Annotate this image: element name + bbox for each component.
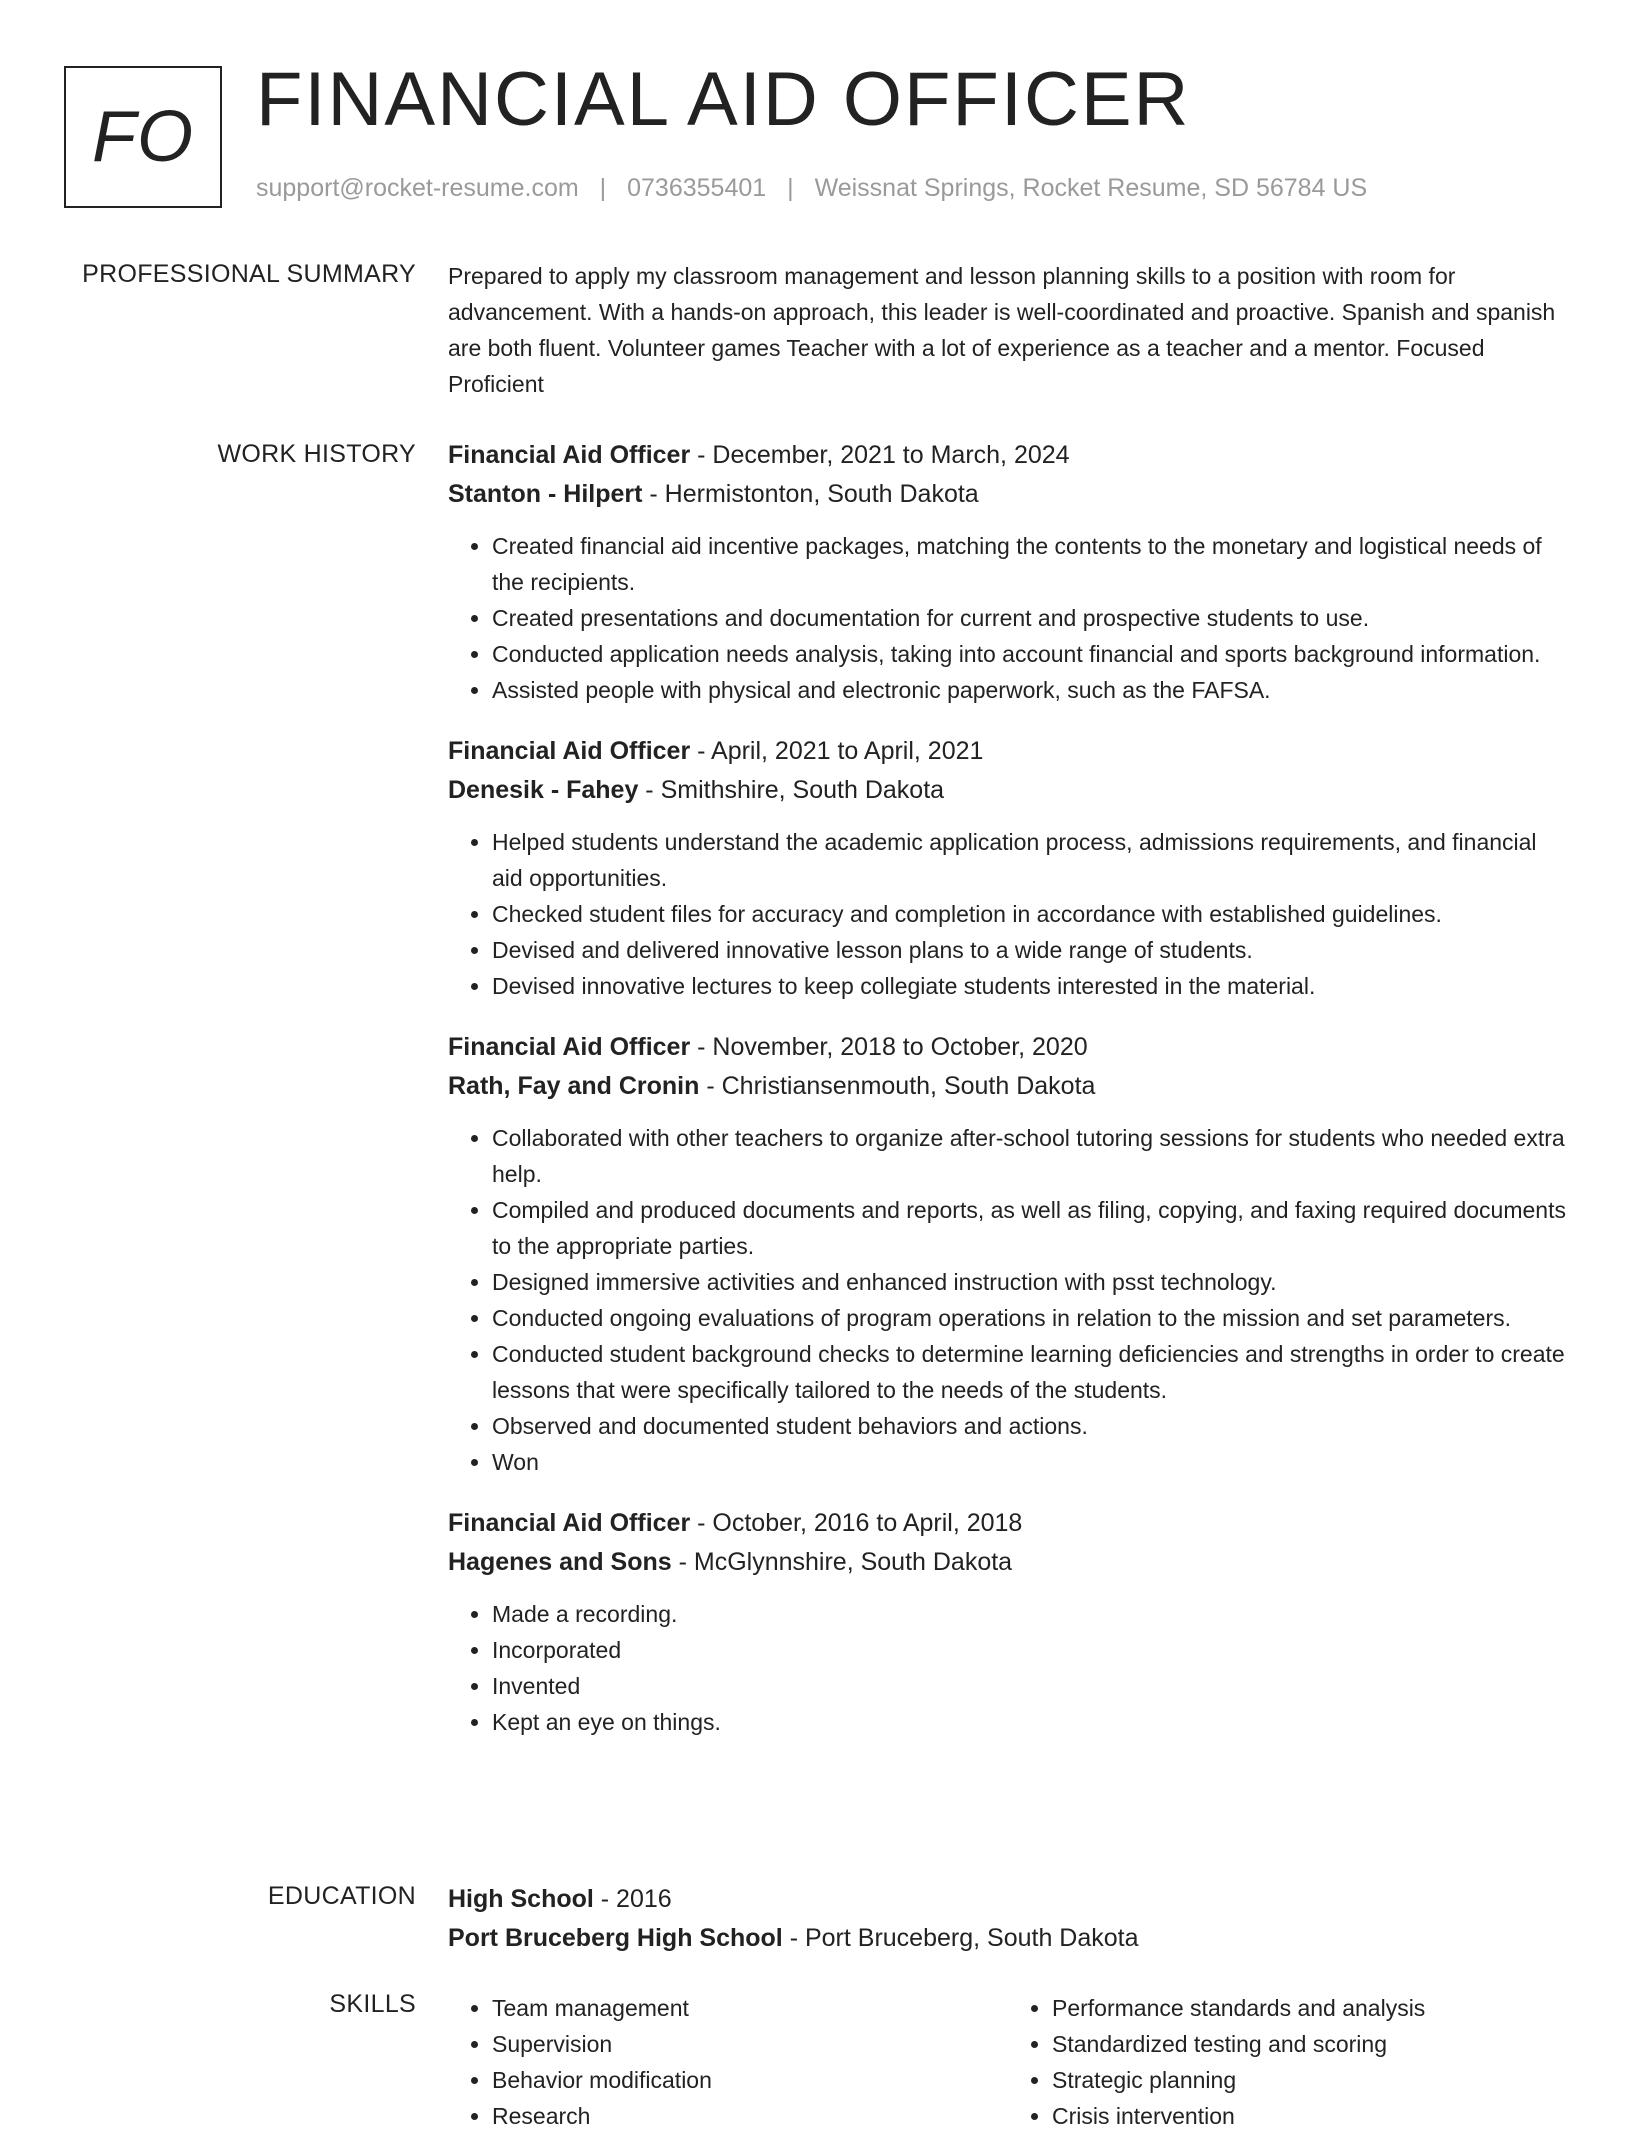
contact-email: support@rocket-resume.com: [256, 174, 579, 202]
education-school: Port Bruceberg High School: [448, 1924, 783, 1952]
job-bullet: • Devised innovative lectures to keep collegiate students interested in the material.: [492, 968, 1568, 1004]
contact-phone: 0736355401: [627, 174, 767, 202]
job-bullets: [448, 1120, 1568, 1480]
job-entry: [448, 732, 1568, 1004]
monogram-box: [64, 66, 222, 208]
job-bullet: • Invented: [492, 1668, 1568, 1704]
job-bullet: • Compiled and produced documents and reports, as well as filing, copying, and faxing required documents to the appropriate parties.: [492, 1192, 1568, 1264]
skill-item: • Supervision: [492, 2026, 1008, 2062]
contact-line: [256, 174, 1367, 203]
job-dates: - April, 2021 to April, 2021: [690, 737, 984, 765]
job-company: Denesik - Fahey: [448, 776, 639, 804]
job-title: Financial Aid Officer: [448, 1509, 691, 1537]
job-dates: - December, 2021 to March, 2024: [690, 441, 1070, 469]
education-location: - Port Bruceberg, South Dakota: [782, 1924, 1139, 1952]
job-bullet: • Created financial aid incentive packages, matching the contents to the monetary and logistical needs of the recipients.: [492, 528, 1568, 600]
job-dates: - October, 2016 to April, 2018: [690, 1509, 1023, 1537]
summary-label: PROFESSIONAL SUMMARY: [82, 260, 416, 288]
job-entry: [448, 436, 1568, 708]
job-title-line: [448, 436, 1568, 475]
skills-list-left: [448, 1990, 1008, 2134]
job-bullet: • Designed immersive activities and enhanced instruction with psst technology.: [492, 1264, 1568, 1300]
job-bullets: [448, 824, 1568, 1004]
job-company-line: [448, 771, 1568, 810]
job-bullets: [448, 528, 1568, 708]
skill-item: • Research: [492, 2098, 1008, 2134]
skills-columns: [448, 1990, 1568, 2134]
work-history-label: WORK HISTORY: [217, 440, 416, 468]
skill-item: • Crisis intervention: [1052, 2098, 1568, 2134]
resume-title: FINANCIAL AID OFFICER: [256, 57, 1191, 142]
job-bullet: • Conducted student background checks to determine learning deficiencies and strengths in order to create lessons that were specifically tailored to the needs of the students.: [492, 1336, 1568, 1408]
contact-separator: |: [787, 174, 794, 202]
job-bullet: • Incorporated: [492, 1632, 1568, 1668]
job-title-line: [448, 1028, 1568, 1067]
job-title: Financial Aid Officer: [448, 1033, 691, 1061]
job-bullet: • Created presentations and documentation for current and prospective students to use.: [492, 600, 1568, 636]
skills-list-right: [1008, 1990, 1568, 2134]
job-company: Rath, Fay and Cronin: [448, 1072, 700, 1100]
summary-body: [448, 258, 1568, 402]
skill-item: • Standardized testing and scoring: [1052, 2026, 1568, 2062]
work-history-body: [448, 436, 1568, 1764]
job-bullet: • Assisted people with physical and electronic paperwork, such as the FAFSA.: [492, 672, 1568, 708]
summary-text: Prepared to apply my classroom management and lesson planning skills to a position with room for advancement. With a hands-on approach, this leader is well-coordinated and proactive. Spanish and spanish are both fluent. Volunteer games Teacher with a lot of experience as a teacher and a mentor. Focused Proficient: [448, 263, 1556, 397]
education-degree-line: [448, 1880, 1568, 1919]
job-title-line: [448, 732, 1568, 771]
skill-item: • Team management: [492, 1990, 1008, 2026]
education-degree: High School: [448, 1885, 594, 1913]
job-entry: [448, 1504, 1568, 1740]
job-bullet: • Won: [492, 1444, 1568, 1480]
contact-separator: |: [599, 174, 607, 202]
job-location: - Hermistonton, South Dakota: [642, 480, 979, 508]
job-bullet: • Observed and documented student behaviors and actions.: [492, 1408, 1568, 1444]
job-company: Hagenes and Sons: [448, 1548, 672, 1576]
job-title-line: [448, 1504, 1568, 1543]
job-company-line: [448, 475, 1568, 514]
job-company: Stanton - Hilpert: [448, 480, 643, 508]
job-bullet: • Conducted ongoing evaluations of program operations in relation to the mission and set parameters.: [492, 1300, 1568, 1336]
job-bullet: • Conducted application needs analysis, taking into account financial and sports background information.: [492, 636, 1568, 672]
job-company-line: [448, 1067, 1568, 1106]
job-title: Financial Aid Officer: [448, 737, 691, 765]
job-company-line: [448, 1543, 1568, 1582]
job-location: - McGlynnshire, South Dakota: [671, 1548, 1013, 1576]
job-bullets: [448, 1596, 1568, 1740]
contact-address: Weissnat Springs, Rocket Resume, SD 56784 US: [814, 174, 1368, 202]
job-title: Financial Aid Officer: [448, 441, 691, 469]
monogram-initials: FO: [92, 97, 194, 177]
education-school-line: [448, 1919, 1568, 1958]
job-location: - Christiansenmouth, South Dakota: [699, 1072, 1096, 1100]
skills-label: SKILLS: [329, 1990, 416, 2018]
job-location: - Smithshire, South Dakota: [638, 776, 945, 804]
skill-item: • Performance standards and analysis: [1052, 1990, 1568, 2026]
skills-body: [448, 1990, 1568, 2134]
skill-item: • Behavior modification: [492, 2062, 1008, 2098]
job-dates: - November, 2018 to October, 2020: [690, 1033, 1088, 1061]
education-body: [448, 1880, 1568, 1958]
job-bullet: • Collaborated with other teachers to organize after-school tutoring sessions for students who needed extra help.: [492, 1120, 1568, 1192]
job-bullet: • Devised and delivered innovative lesson plans to a wide range of students.: [492, 932, 1568, 968]
education-label: EDUCATION: [267, 1882, 416, 1910]
skill-item: • Strategic planning: [1052, 2062, 1568, 2098]
job-bullet: • Checked student files for accuracy and completion in accordance with established guidelines.: [492, 896, 1568, 932]
job-bullet: • Made a recording.: [492, 1596, 1568, 1632]
education-year: - 2016: [593, 1885, 672, 1913]
job-bullet: • Kept an eye on things.: [492, 1704, 1568, 1740]
job-entry: [448, 1028, 1568, 1480]
job-bullet: • Helped students understand the academic application process, admissions requirements, and financial aid opportunities.: [492, 824, 1568, 896]
